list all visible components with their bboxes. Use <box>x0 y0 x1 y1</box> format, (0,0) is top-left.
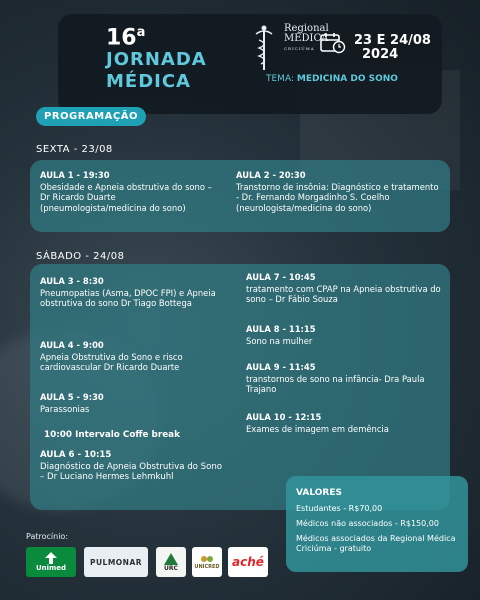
prices-panel <box>286 476 468 572</box>
price-item: Médicos não associados - R$150,00 <box>296 519 439 528</box>
prices-title: VALORES <box>296 488 342 498</box>
urc-logo: URC <box>156 547 186 577</box>
unimed-tree-icon <box>43 552 59 564</box>
programacao-label: PROGRAMAÇÃO <box>36 107 146 126</box>
calendar-clock-icon <box>320 32 346 54</box>
regional-medica-logo-text: Regional MÉDICA CRICIÚMA <box>284 23 329 51</box>
saturday-label: SÁBADO - 24/08 <box>36 251 125 262</box>
saturday-panel <box>30 264 450 510</box>
unicred-flower-icon <box>200 554 214 564</box>
price-item: Estudantes - R$70,00 <box>296 504 383 513</box>
session-aula-9: AULA 9 - 11:45 transtornos de sono na infância- Dra Paula Trajano <box>246 362 425 394</box>
urc-triangle-icon <box>164 553 178 565</box>
session-aula-6: AULA 6 - 10:15 Diagnóstico de Apneia Obstrutiva do Sono – Dr Luciano Hermes Lehmkuhl <box>40 450 223 482</box>
pulmonar-logo: PULMONAR <box>84 547 148 577</box>
session-aula-5: AULA 5 - 9:30 Parassonias <box>40 392 104 414</box>
session-aula-2: AULA 2 - 20:30 Transtorno de insônia: Diagnóstico e tratamento - Dr. Fernando Morgadinho S. Coelho (neurologista/medicina do sono) <box>236 170 439 213</box>
sponsors-label: Patrocínio: <box>26 532 69 541</box>
ache-logo: aché <box>228 547 268 577</box>
session-aula-1: AULA 1 - 19:30 Obesidade e Apneia obstrutiva do sono – Dr Ricardo Duarte (pneumologista/medicina do sono) <box>40 170 212 213</box>
unicred-logo: UNICRED <box>192 547 222 577</box>
title-line-medica: MÉDICA <box>106 71 191 93</box>
unimed-logo: Unimed <box>26 547 76 577</box>
session-aula-3: AULA 3 - 8:30 Pneumopatias (Asma, DPOC FPI) e Apneia obstrutiva do sono Dr Tiago Bottega <box>40 276 216 308</box>
price-item: Médicos associados da Regional Médica Criciúma - gratuito <box>296 534 456 553</box>
session-aula-7: AULA 7 - 10:45 tratamento com CPAP na Apneia obstrutiva do sono – Dr Fábio Souza <box>246 272 441 304</box>
friday-label: SEXTA - 23/08 <box>36 144 113 155</box>
event-title <box>106 22 207 93</box>
session-aula-4: AULA 4 - 9:00 Apneia Obstrutiva do Sono e risco cardiovascular Dr Ricardo Duarte <box>40 340 183 372</box>
session-aula-10: AULA 10 - 12:15 Exames de imagem em demência <box>246 412 389 434</box>
edition-number: 16$^a$ <box>106 25 146 51</box>
friday-panel <box>30 160 450 232</box>
session-aula-8: AULA 8 - 11:15 Sono na mulher <box>246 324 316 346</box>
coffee-break-note: 10:00 Intervalo Coffe break <box>44 430 180 440</box>
header-panel <box>58 14 442 114</box>
event-theme: TEMA: MEDICINA DO SONO <box>266 74 398 84</box>
event-dates: 23 E 24/08 2024 <box>354 33 431 62</box>
title-line-jornada: JORNADA <box>106 49 207 71</box>
